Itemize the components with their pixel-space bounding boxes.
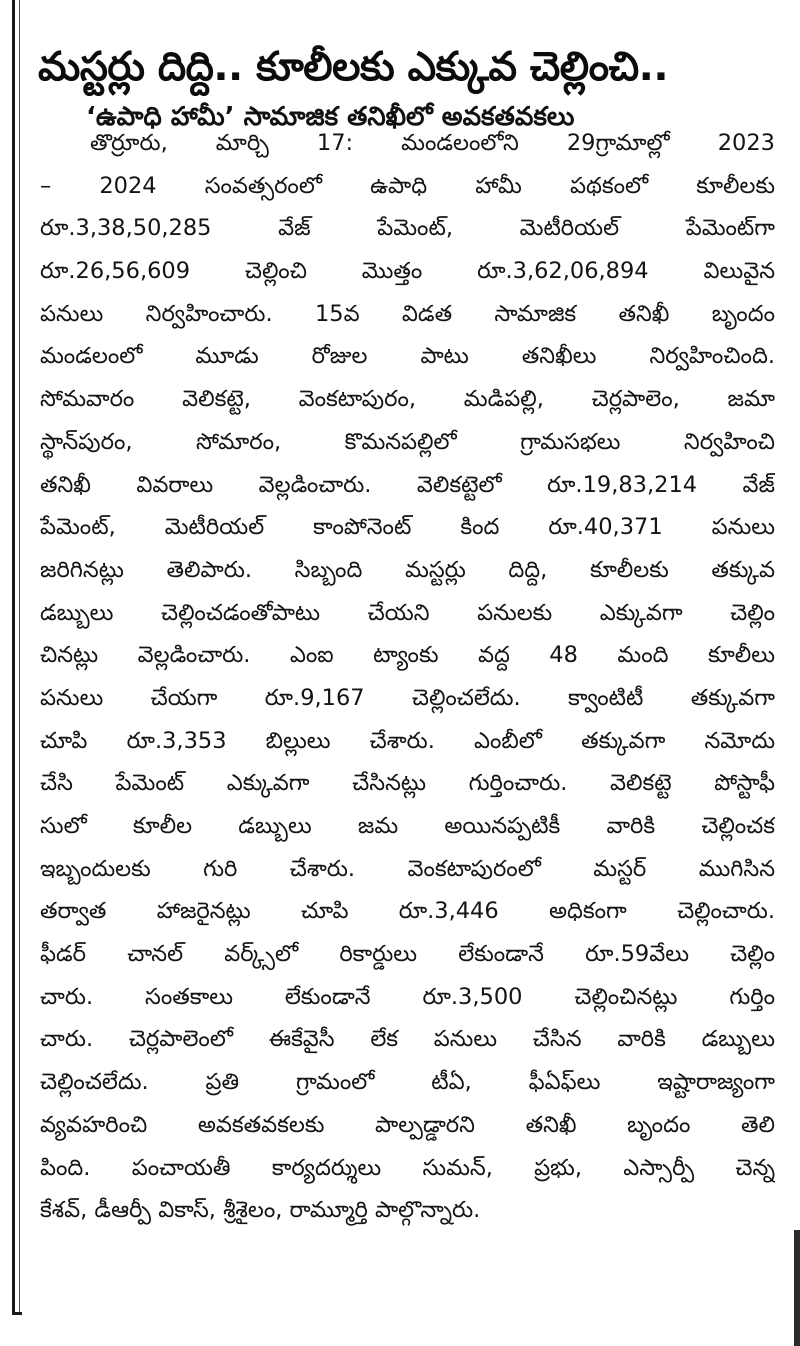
article-body-line: చారు. సంతకాలు లేకుండానే రూ.3,500 చెల్లించినట్లు గుర్తిం <box>40 983 775 1010</box>
article-body-line: పనులు చేయగా రూ.9,167 చెల్లించలేదు. క్వాంటిటీ తక్కువగా <box>40 684 775 711</box>
article-headline: మస్టర్లు దిద్ది.. కూలీలకు ఎక్కువ చెల్లించి.. <box>38 43 669 90</box>
article-body-line: పేమెంట్, మెటీరియల్ కాంపోనెంట్ కింద రూ.40,371 పనులు <box>40 514 775 541</box>
article-body-line: పనులు నిర్వహించారు. 15వ విడత సామాజిక తనిఖీ బృందం <box>40 300 775 327</box>
article-body-line: వ్యవహరించి అవకతవకలకు పాల్పడ్డారని తనిఖీ బృందం తెలి <box>40 1111 775 1138</box>
article-body-line: రూ.26,56,609 చెల్లించి మొత్తం రూ.3,62,06,894 విలువైన <box>40 258 775 285</box>
article-body-line: చినట్లు వెల్లడించారు. ఎంఐ ట్యాంకు వద్ద 48 మంది కూలీలు <box>40 642 775 669</box>
article-body-line: మండలంలో మూడు రోజుల పాటు తనిఖీలు నిర్వహించింది. <box>40 343 775 370</box>
article-body-line: కేశవ్, డీఆర్పీ వికాస్, శ్రీశైలం, రామ్మూర్తి పాల్గొన్నారు. <box>40 1197 481 1224</box>
article-subheadline: ‘ఉపాధి హామీ’ సామాజిక తనిఖీలో అవకతవకలు <box>86 101 575 132</box>
article-body-line: తనిఖీ వివరాలు వెల్లడించారు. వెలికట్టెలో రూ.19,83,214 వేజ్ <box>40 471 775 498</box>
article-body-line: సోమవారం వెలికట్టె, వెంకటాపురం, మడిపల్లి, చెర్లపాలెం, జమా <box>40 386 775 413</box>
article-body-line: ఇబ్బందులకు గురి చేశారు. వెంకటాపురంలో మస్టర్ ముగిసిన <box>40 855 775 882</box>
article-body-line: తొర్రూరు, మార్చి 17: మండలంలోని 29గ్రామాల్లో 2023 <box>90 130 775 156</box>
column-border-left-inner <box>19 0 20 1312</box>
column-border-left <box>12 0 15 1312</box>
article-body-line: చేసి పేమెంట్ ఎక్కువగా చేసినట్లు గుర్తించారు. వెలికట్టె పోస్టాఫీ <box>40 770 775 797</box>
article-body-line: స్థాన్‌పురం, సోమారం, కొమనపల్లిలో గ్రామసభలు నిర్వహించి <box>40 428 775 455</box>
article-body-line: – 2024 సంవత్సరంలో ఉపాధి హామీ పథకంలో కూలీలకు <box>40 172 775 199</box>
article-body-line: తర్వాత హాజరైనట్లు చూపి రూ.3,446 అధికంగా చెల్లించారు. <box>40 898 775 925</box>
column-border-bottom <box>12 1312 22 1315</box>
article-body-line: పింది. పంచాయతీ కార్యదర్శులు సుమన్, ప్రభు, ఎస్సార్పీ చెన్న <box>40 1154 775 1181</box>
article-body-line: చెల్లించలేదు. ప్రతి గ్రామంలో టీఏ, ఫీఏఫ్‌లు ఇష్టారాజ్యంగా <box>40 1069 775 1096</box>
article-body-line: చారు. చెర్లపాలెంలో ఈకేవైసీ లేక పనులు చేసిన వారికి డబ్బులు <box>40 1026 775 1053</box>
article-body-line: డబ్బులు చెల్లించడంతోపాటు చేయని పనులకు ఎక్కువగా చెల్లిం <box>40 599 775 626</box>
article-body-line: జరిగినట్లు తెలిపారు. సిబ్బంది మస్టర్లు దిద్ది, కూలీలకు తక్కువ <box>40 556 775 583</box>
article-body-line: ఫీడర్ చానల్ వర్క్స్‌లో రికార్డులు లేకుండానే రూ.59వేలు చెల్లిం <box>40 941 775 968</box>
article-body-line: చూపి రూ.3,353 బిల్లులు చేశారు. ఎంబీలో తక్కువగా నమోదు <box>40 727 775 754</box>
article-body <box>40 122 775 1232</box>
article-body-line: సులో కూలీల డబ్బులు జమ అయినప్పటికీ వారికి చెల్లించక <box>40 813 775 839</box>
article-body-line: రూ.3,38,50,285 వేజ్ పేమెంట్, మెటీరియల్ పేమెంట్‌గా <box>40 215 775 242</box>
adjacent-column-edge <box>794 1230 800 1346</box>
